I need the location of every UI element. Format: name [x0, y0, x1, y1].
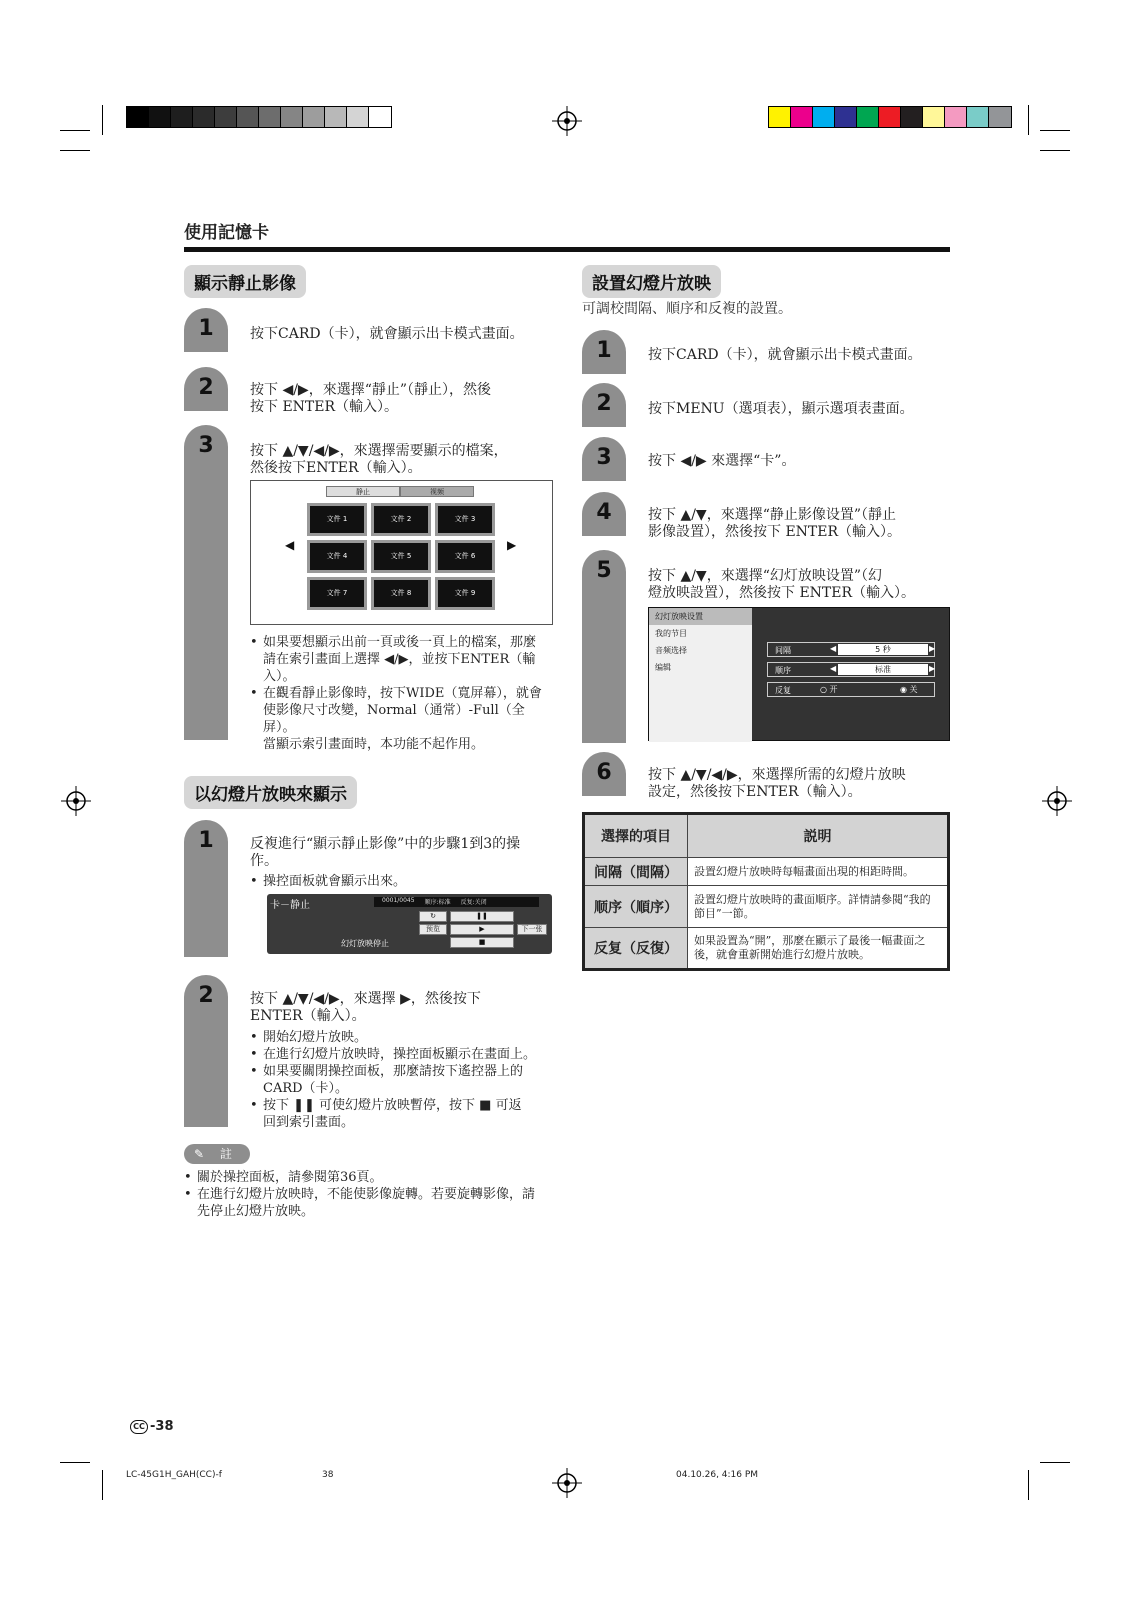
note-badge — [184, 1144, 250, 1164]
color-swatch — [857, 107, 879, 127]
step-line: 按下 ▲/▼，來選擇“幻灯放映设置”（幻 — [648, 568, 883, 584]
crop-mark — [1040, 130, 1070, 131]
thumbnail-index-screen — [250, 480, 553, 625]
color-swatch — [791, 107, 813, 127]
step-tab — [184, 367, 228, 411]
pause-button[interactable]: ❚❚ — [450, 911, 514, 922]
step-text: 按下CARD（卡），就會顯示出卡模式畫面。 — [250, 326, 524, 342]
panel-info-bar — [374, 897, 539, 907]
step-text — [250, 991, 481, 1025]
footer-timestamp: 04.10.26, 4:16 PM — [676, 1470, 759, 1480]
step-line: 然後按下ENTER（輸入）。 — [250, 460, 422, 476]
bullet-item: 回到索引畫面。 — [263, 1115, 355, 1130]
file-thumbnail[interactable]: 文件 6 — [435, 540, 495, 573]
step-tab — [582, 752, 626, 796]
step-tab — [582, 383, 626, 427]
bullet-item: 入）。 — [263, 669, 296, 684]
step-line: 按下 ▲/▼/◀/▶，來選擇 ▶，然後按下 — [250, 991, 481, 1007]
bullet-item: • 操控面板就會顯示出來。 — [250, 874, 555, 890]
setting-row-order[interactable] — [767, 662, 935, 677]
crop-mark — [102, 105, 103, 135]
registration-mark-icon — [61, 786, 91, 816]
step-number: 5 — [596, 558, 612, 583]
left-arrow-icon[interactable]: ◀ — [830, 644, 837, 653]
step-line: ENTER（輸入）。 — [250, 1008, 366, 1024]
registration-mark-icon — [552, 1468, 582, 1498]
color-swatch — [901, 107, 923, 127]
table-row — [584, 858, 949, 886]
step-tab — [184, 425, 228, 740]
stop-button[interactable]: ■ — [450, 937, 514, 948]
color-swatch — [923, 107, 945, 127]
step-text: 按下CARD（卡），就會顯示出卡模式畫面。 — [648, 347, 922, 363]
preview-button[interactable]: 预览 — [419, 924, 447, 935]
control-panel — [267, 894, 552, 954]
color-swatch — [813, 107, 835, 127]
step-bullets — [250, 874, 555, 891]
bullet-item: • 在觀看靜止影像時，按下WIDE（寬屏幕），就會 — [250, 686, 555, 702]
section-subtitle: 可調校間隔、順序和反複的設置。 — [582, 301, 792, 317]
step-text — [250, 382, 491, 416]
table-header: 選擇的項目 — [584, 814, 688, 858]
header-rule — [184, 247, 950, 252]
right-arrow-icon[interactable]: ▶ — [929, 644, 936, 653]
step-number: 4 — [596, 500, 612, 525]
radio-label: 关 — [909, 685, 918, 694]
file-thumbnail[interactable]: 文件 4 — [307, 540, 367, 573]
file-thumbnail[interactable]: 文件 2 — [371, 503, 431, 536]
step-tab — [582, 437, 626, 481]
screen-tabs — [326, 486, 474, 497]
step-line: 按下 ▲/▼，來選擇“静止影像设置”（靜止 — [648, 507, 897, 523]
table-header-row — [584, 814, 949, 858]
registration-mark-icon — [1042, 786, 1072, 816]
table-cell-item: 顺序（順序） — [584, 886, 688, 928]
bullet-item: 使影像尺寸改變，Normal（通常）-Full（全 — [263, 703, 525, 718]
note-item: • 在進行幻燈片放映時，不能使影像旋轉。若要旋轉影像，請 — [184, 1187, 559, 1203]
color-swatch — [215, 107, 237, 127]
bullet-item: • 如果要關閉操控面板，那麼請按下遙控器上的 — [250, 1064, 555, 1080]
cc-badge: CC — [130, 1420, 148, 1434]
step-line: 反複進行“顯示靜止影像”中的步驟1到3的操 — [250, 836, 521, 852]
step-number: 6 — [596, 760, 612, 785]
setting-row-repeat[interactable] — [767, 682, 935, 697]
color-swatch — [237, 107, 259, 127]
setting-name: 反复 — [775, 686, 791, 695]
bullet-item: 請在索引畫面上選擇 ◀/▶，並按下ENTER（輸 — [263, 652, 536, 667]
step-number: 3 — [198, 433, 214, 458]
setting-value: 标准 — [838, 664, 928, 675]
color-swatch — [879, 107, 901, 127]
color-swatch — [325, 107, 347, 127]
step-tab — [582, 492, 626, 536]
bullet-item: • 在進行幻燈片放映時，操控面板顯示在畫面上。 — [250, 1047, 555, 1063]
footer-filename: LC-45G1H_GAH(CC)-f — [126, 1470, 222, 1480]
step-number: 1 — [198, 828, 214, 853]
note-item: • 關於操控面板，請參閱第36頁。 — [184, 1170, 559, 1186]
color-swatch — [193, 107, 215, 127]
right-arrow-icon[interactable]: ▶ — [929, 664, 936, 673]
panel-status: 幻灯放映停止 — [341, 939, 389, 948]
color-swatch — [945, 107, 967, 127]
step-tab — [582, 550, 626, 743]
page-number-text: -38 — [150, 1419, 174, 1434]
step-tab — [582, 330, 626, 374]
color-swatch — [835, 107, 857, 127]
step-number: 1 — [596, 338, 612, 363]
table-row — [584, 886, 949, 928]
table-row — [584, 928, 949, 970]
settings-menu — [649, 608, 752, 742]
color-swatch — [967, 107, 989, 127]
table-header: 説明 — [688, 814, 949, 858]
section-title-still-image: 顯示靜止影像 — [184, 265, 306, 298]
page-number — [130, 1419, 174, 1434]
table-cell-desc: 設置幻燈片放映時每幅畫面出現的相距時間。 — [688, 858, 949, 886]
bullet-item: 屏）。 — [263, 720, 296, 735]
tab-video[interactable]: 视频 — [400, 486, 474, 497]
table-cell-desc: 如果設置為“開”，那麼在顯示了最後一幅畫面之後，就會重新開始進行幻燈片放映。 — [688, 928, 949, 970]
table-cell-item: 间隔（間隔） — [584, 858, 688, 886]
step-number: 1 — [198, 316, 214, 341]
step-tab — [184, 308, 228, 352]
bullet-item: • 開始幻燈片放映。 — [250, 1030, 555, 1046]
color-swatch — [127, 107, 149, 127]
right-arrow-icon[interactable]: ▶ — [507, 538, 517, 552]
color-swatch — [281, 107, 303, 127]
file-thumbnail[interactable]: 文件 7 — [307, 577, 367, 610]
tab-still[interactable]: 静止 — [326, 486, 400, 497]
color-swatch — [989, 107, 1011, 127]
radio-on[interactable]: ○ 开 — [820, 685, 838, 694]
crop-mark — [1040, 150, 1070, 151]
file-thumbnail[interactable]: 文件 5 — [371, 540, 431, 573]
registration-mark-icon — [552, 106, 582, 136]
left-arrow-icon[interactable]: ◀ — [830, 664, 837, 673]
color-swatch — [347, 107, 369, 127]
bullet-item: 當顯示索引畫面時，本功能不起作用。 — [263, 737, 485, 752]
radio-off[interactable]: ◉ 关 — [900, 685, 918, 694]
step-tab — [184, 820, 228, 957]
step-text — [648, 507, 901, 541]
panel-counter: 0001/0045 — [382, 897, 415, 904]
section-title-slideshow-settings: 設置幻燈片放映 — [582, 265, 721, 298]
file-thumbnail[interactable]: 文件 1 — [307, 503, 367, 536]
bullet-item: • 按下 ❚❚ 可使幻燈片放映暫停，按下 ■ 可返 — [250, 1098, 555, 1114]
still-image-notes — [250, 635, 555, 754]
crop-mark — [1028, 1470, 1029, 1500]
left-arrow-icon[interactable]: ◀ — [285, 538, 295, 552]
color-swatch — [303, 107, 325, 127]
play-button[interactable]: ▶ — [450, 924, 514, 935]
color-swatch — [171, 107, 193, 127]
file-thumbnail[interactable]: 文件 8 — [371, 577, 431, 610]
paperclip-icon: ✎ — [194, 1147, 205, 1161]
file-thumbnail[interactable]: 文件 9 — [435, 577, 495, 610]
color-swatch — [769, 107, 791, 127]
gray-color-bar — [126, 106, 392, 128]
step-number: 2 — [198, 375, 214, 400]
crop-mark — [60, 1462, 90, 1463]
step-text — [250, 836, 520, 870]
step-line: 設定，然後按下ENTER（輸入）。 — [648, 784, 862, 800]
step-text — [250, 443, 508, 477]
bullet-item: • 如果要想顯示出前一頁或後一頁上的檔案，那麼 — [250, 635, 555, 651]
settings-description-table — [582, 812, 950, 971]
panel-title: 卡－静止 — [270, 900, 310, 911]
crop-mark — [1028, 105, 1029, 135]
step-line: 按下 ENTER（輸入）。 — [250, 399, 399, 415]
footer-page: 38 — [322, 1470, 334, 1480]
step-line: 燈放映設置），然後按下 ENTER（輸入）。 — [648, 585, 916, 601]
step-bullets — [250, 1030, 555, 1132]
menu-item-audio-select[interactable]: 音频选择 — [655, 646, 687, 655]
crop-mark — [60, 150, 90, 151]
menu-item-slideshow-settings[interactable]: 幻灯放映设置 — [649, 608, 752, 625]
setting-value: 5 秒 — [838, 644, 928, 655]
rotate-button[interactable]: ↻ — [419, 911, 447, 922]
process-color-bar — [768, 106, 1012, 128]
crop-mark — [102, 1470, 103, 1500]
step-line: 影像設置），然後按下 ENTER（輸入）。 — [648, 524, 902, 540]
setting-row-interval[interactable] — [767, 642, 935, 657]
panel-repeat: 反复:关闭 — [460, 899, 487, 906]
menu-item-edit[interactable]: 编辑 — [655, 663, 671, 672]
note-list — [184, 1170, 559, 1221]
note-item: 先停止幻燈片放映。 — [197, 1204, 315, 1219]
setting-name: 间隔 — [775, 646, 791, 655]
next-button[interactable]: 下一张 — [517, 924, 547, 935]
bullet-item: CARD（卡）。 — [263, 1081, 349, 1096]
step-line: 作。 — [250, 853, 278, 869]
step-line: 按下 ▲/▼/◀/▶，來選擇需要顯示的檔案， — [250, 443, 508, 459]
step-text: 按下MENU（選項表），顯示選項表畫面。 — [648, 401, 914, 417]
table-cell-desc: 設置幻燈片放映時的畫面順序。詳情請參閱“我的節目”一節。 — [688, 886, 949, 928]
slideshow-settings-screen — [648, 607, 950, 741]
crop-mark — [60, 130, 90, 131]
step-line: 按下 ◀/▶，來選擇“靜止”（靜止），然後 — [250, 382, 492, 398]
color-swatch — [149, 107, 171, 127]
table-cell-item: 反复（反復） — [584, 928, 688, 970]
section-title-slideshow: 以幻燈片放映來顯示 — [184, 776, 357, 809]
setting-name: 顺序 — [775, 666, 791, 675]
step-text — [648, 568, 915, 602]
step-text: 按下 ◀/▶ 來選擇“卡”。 — [648, 453, 796, 469]
crop-mark — [1040, 1462, 1070, 1463]
note-label: 註 — [220, 1147, 233, 1161]
panel-order: 顺序:标准 — [424, 899, 451, 906]
step-tab — [184, 975, 228, 1127]
step-number: 2 — [596, 391, 612, 416]
step-number: 3 — [596, 445, 612, 470]
step-line: 按下 ▲/▼/◀/▶，來選擇所需的幻燈片放映 — [648, 767, 906, 783]
file-thumbnail[interactable]: 文件 3 — [435, 503, 495, 536]
page-header-title: 使用記憶卡 — [184, 223, 269, 243]
color-swatch — [369, 107, 391, 127]
menu-item-my-program[interactable]: 我的节目 — [655, 629, 687, 638]
step-number: 2 — [198, 983, 214, 1008]
radio-label: 开 — [829, 685, 838, 694]
step-text — [648, 767, 906, 801]
color-swatch — [259, 107, 281, 127]
